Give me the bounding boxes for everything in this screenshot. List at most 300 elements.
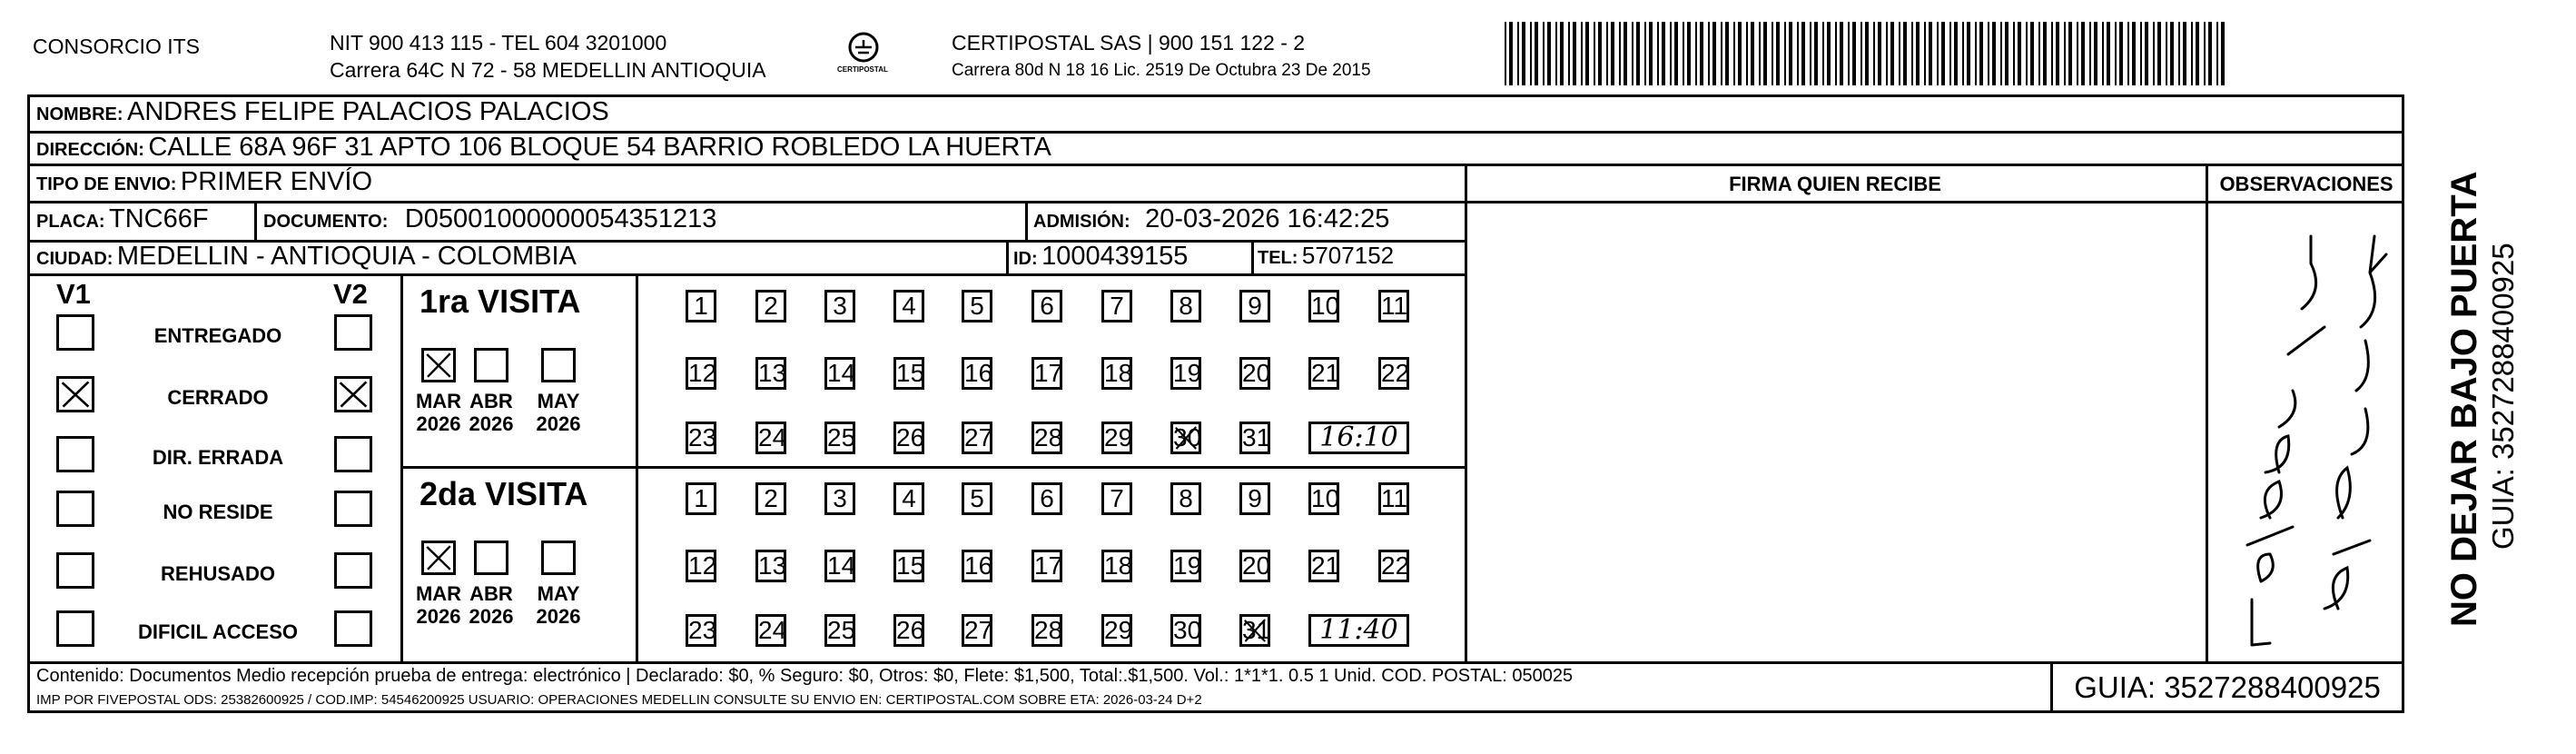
- barcode-bar: [1886, 22, 1888, 85]
- day-box[interactable]: [893, 482, 924, 515]
- no-dejar-bajo-puerta: NO DEJAR BAJO PUERTA: [2444, 171, 2484, 627]
- day-box[interactable]: [1308, 290, 1339, 322]
- barcode-bar: [1522, 22, 1525, 85]
- id-value: 1000439155: [1041, 242, 1189, 271]
- barcode-bar: [1649, 22, 1653, 85]
- day-number: 2: [764, 292, 778, 320]
- barcode-bar: [1954, 22, 1958, 85]
- day-box[interactable]: [893, 357, 924, 390]
- check-x-icon: [337, 379, 370, 410]
- barcode-bar: [1547, 22, 1551, 85]
- day-box[interactable]: [962, 614, 992, 647]
- barcode-bar: [1865, 22, 1869, 85]
- barcode-bar: [1751, 22, 1754, 85]
- admision-row: [1033, 204, 1389, 234]
- day-number: 26: [896, 423, 925, 451]
- barcode-bar: [1509, 22, 1513, 85]
- barcode-bar: [1962, 22, 1964, 85]
- v1-checkbox[interactable]: [56, 552, 94, 589]
- rule: [27, 661, 2404, 664]
- barcode-bar: [1662, 22, 1665, 85]
- rule: [1465, 164, 1467, 661]
- barcode-bar: [2166, 22, 2167, 85]
- barcode-bar: [1988, 22, 1989, 85]
- placa-label: PLACA:: [36, 212, 105, 232]
- day-number: 14: [827, 551, 856, 580]
- day-box[interactable]: [1101, 357, 1132, 390]
- barcode-bar: [1929, 22, 1932, 85]
- barcode-bar: [1975, 22, 1977, 85]
- day-box[interactable]: [1378, 357, 1409, 390]
- day-number: 3: [833, 484, 847, 512]
- barcode-bar: [2216, 22, 2218, 85]
- day-box[interactable]: [1170, 422, 1201, 454]
- day-number: 5: [970, 292, 984, 320]
- barcode-bar: [2140, 22, 2142, 85]
- day-box[interactable]: [1031, 290, 1062, 322]
- barcode-bar: [1890, 22, 1894, 85]
- admision-label: ADMISIÓN:: [1033, 212, 1130, 232]
- day-number: 27: [964, 616, 993, 644]
- firma-label: FIRMA QUIEN RECIBE: [1729, 173, 1941, 195]
- month-name: ABR: [469, 582, 513, 605]
- day-number: 11: [1381, 292, 1408, 320]
- barcode-bar: [1644, 22, 1646, 85]
- barcode-bar: [1827, 22, 1831, 85]
- day-box[interactable]: [755, 482, 786, 515]
- day-number: 10: [1311, 292, 1340, 320]
- day-number: 25: [827, 616, 856, 644]
- day-number: 17: [1034, 359, 1063, 387]
- v2-checkbox[interactable]: [334, 552, 372, 589]
- certipostal-logo: [835, 27, 892, 82]
- v2-checkbox[interactable]: [334, 610, 372, 647]
- day-number: 20: [1242, 551, 1271, 580]
- day-number: 8: [1179, 484, 1193, 512]
- day-number: 17: [1034, 551, 1063, 580]
- day-number: 19: [1173, 359, 1202, 387]
- month-name: MAY: [537, 390, 580, 412]
- month-checkbox[interactable]: [421, 348, 456, 382]
- v1-checkbox[interactable]: [56, 491, 94, 527]
- month-label: [467, 582, 516, 628]
- barcode-bar: [2204, 22, 2206, 85]
- day-number: 28: [1034, 616, 1063, 644]
- barcode-bar: [1860, 22, 1862, 85]
- day-box[interactable]: [1239, 550, 1270, 582]
- day-number: 12: [688, 359, 717, 387]
- rule: [27, 273, 1467, 276]
- check-x-icon: [59, 379, 92, 410]
- documento-label: DOCUMENTO:: [263, 212, 389, 232]
- nombre-label: NOMBRE:: [36, 104, 123, 124]
- day-number: 26: [896, 616, 925, 644]
- barcode-bar: [1505, 22, 1506, 85]
- status-reason-label: REHUSADO: [161, 562, 275, 585]
- day-number: 19: [1173, 551, 1202, 580]
- day-box[interactable]: [1378, 482, 1409, 515]
- day-number: 10: [1311, 484, 1340, 512]
- visit-time-box[interactable]: 16:10: [1308, 422, 1409, 454]
- v2-checkbox[interactable]: [334, 436, 372, 472]
- rule: [1465, 201, 2404, 203]
- barcode-bar: [1789, 22, 1792, 85]
- day-number: 28: [1034, 423, 1063, 451]
- day-box[interactable]: [686, 482, 716, 515]
- barcode-bar: [1801, 22, 1805, 85]
- month-label: [414, 582, 463, 628]
- company-address: Carrera 64C N 72 - 58 MEDELLIN ANTIOQUIA: [330, 58, 766, 82]
- barcode-bar: [2191, 22, 2193, 85]
- day-number: 22: [1381, 551, 1410, 580]
- imp-text: IMP POR FIVEPOSTAL ODS: 25382600925 / COD.IMP: 54546200925 USUARIO: OPERACIONES MEDELLIN CONSULTE SU ENVIO EN: CERTIPOSTAL.COM SOBRE ETA: 2026-03-24 D+2: [36, 692, 1202, 708]
- id-row: [1013, 242, 1188, 272]
- barcode-bar: [2119, 22, 2123, 85]
- placa-row: [36, 204, 209, 234]
- barcode-bar: [1784, 22, 1786, 85]
- barcode-bar: [1738, 22, 1742, 85]
- day-number: 9: [1248, 292, 1262, 320]
- month-year: 2026: [536, 605, 581, 628]
- day-box[interactable]: [686, 290, 716, 322]
- barcode-bar: [1899, 22, 1900, 85]
- barcode-bar: [1619, 22, 1621, 85]
- day-number: 11: [1381, 484, 1408, 512]
- contenido-text: Contenido: Documentos Medio recepción prueba de entrega: electrónico | Declarado: $0, % Seguro: $0, Otros: $0, Flete: $1,500, Total:.$1,500. Vol.: 1*1*1. 0.5 1 Unid. COD. POSTAL: 050025: [36, 666, 1574, 686]
- tel-row: [1258, 242, 1394, 270]
- barcode-bar: [1543, 22, 1545, 85]
- day-number: 18: [1104, 359, 1133, 387]
- direccion-row: [36, 133, 1051, 163]
- barcode-bar: [1611, 22, 1614, 85]
- day-box[interactable]: [893, 550, 924, 582]
- day-box[interactable]: [824, 290, 855, 322]
- day-number: 29: [1104, 423, 1133, 451]
- month-label: [467, 390, 516, 435]
- barcode-bar: [2005, 22, 2008, 85]
- day-number: 21: [1311, 359, 1340, 387]
- day-box[interactable]: [1170, 550, 1201, 582]
- barcode-bar: [2051, 22, 2053, 85]
- barcode-bar: [2081, 22, 2085, 85]
- month-checkbox[interactable]: [541, 541, 576, 575]
- month-checkbox[interactable]: [474, 348, 508, 382]
- rule: [254, 201, 257, 240]
- barcode-bar: [1873, 22, 1875, 85]
- month-name: MAR: [415, 582, 462, 605]
- day-number: 30: [1173, 616, 1202, 644]
- status-reason-label: ENTREGADO: [153, 324, 282, 347]
- day-box[interactable]: [686, 550, 716, 582]
- month-checkbox[interactable]: [541, 348, 576, 382]
- barcode-bar: [1594, 22, 1595, 85]
- barcode-bar: [1695, 22, 1697, 85]
- tel-label: TEL:: [1258, 248, 1298, 268]
- day-box[interactable]: [755, 290, 786, 322]
- barcode-bar: [1759, 22, 1761, 85]
- v1-checkbox[interactable]: [56, 376, 94, 412]
- day-box[interactable]: [893, 290, 924, 322]
- barcode-bar: [1949, 22, 1951, 85]
- month-year: 2026: [469, 412, 514, 435]
- day-number: 5: [970, 484, 984, 512]
- day-box[interactable]: [1170, 290, 1201, 322]
- day-box[interactable]: [1308, 482, 1339, 515]
- day-box[interactable]: [1239, 357, 1270, 390]
- v1-checkbox[interactable]: [56, 610, 94, 647]
- barcode-bar: [1725, 22, 1729, 85]
- placa-value: TNC66F: [109, 204, 209, 233]
- documento-value: D05001000000054351213: [404, 204, 717, 233]
- month-year: 2026: [469, 605, 514, 628]
- day-box[interactable]: [1101, 614, 1132, 647]
- day-number: 15: [896, 359, 925, 387]
- barcode-bar: [2208, 22, 2212, 85]
- ciudad-row: [36, 242, 577, 272]
- barcode-bar: [1852, 22, 1856, 85]
- barcode-bar: [1903, 22, 1907, 85]
- observaciones-label: OBSERVACIONES: [2219, 173, 2393, 195]
- day-box[interactable]: [962, 290, 992, 322]
- day-box[interactable]: [755, 614, 786, 647]
- day-box[interactable]: [962, 550, 992, 582]
- barcode-bar: [1810, 22, 1811, 85]
- day-box[interactable]: [1170, 482, 1201, 515]
- day-box[interactable]: [755, 357, 786, 390]
- check-x-icon: [424, 543, 453, 572]
- day-number: 9: [1248, 484, 1262, 512]
- tipo-row: [36, 167, 372, 197]
- day-number: 16: [964, 359, 993, 387]
- day-number: 3: [833, 292, 847, 320]
- day-box[interactable]: [893, 422, 924, 454]
- barcode-bar: [1835, 22, 1837, 85]
- check-x-icon: [424, 351, 453, 380]
- day-box[interactable]: [1101, 550, 1132, 582]
- rule: [1251, 240, 1254, 273]
- status-reason-label: DIR. ERRADA: [152, 446, 284, 469]
- v2-checkbox[interactable]: [334, 314, 372, 351]
- month-label: [534, 582, 583, 628]
- barcode-bar: [2056, 22, 2059, 85]
- ciudad-value: MEDELLIN - ANTIOQUIA - COLOMBIA: [116, 242, 577, 271]
- day-box[interactable]: [686, 422, 716, 454]
- barcode-bar: [1517, 22, 1519, 85]
- logo-text: CERTIPOSTAL: [837, 65, 888, 74]
- month-name: MAY: [537, 582, 580, 605]
- day-box[interactable]: [686, 614, 716, 647]
- barcode-bar: [1967, 22, 1970, 85]
- day-box[interactable]: [1239, 482, 1270, 515]
- month-year: 2026: [416, 605, 461, 628]
- barcode-bar: [1700, 22, 1703, 85]
- day-number: 2: [764, 484, 778, 512]
- barcode-bar: [2013, 22, 2015, 85]
- barcode-bar: [1568, 22, 1570, 85]
- barcode-bar: [1992, 22, 1996, 85]
- direccion-label: DIRECCIÓN:: [36, 140, 144, 160]
- day-box[interactable]: [1031, 550, 1062, 582]
- barcode-bar: [1674, 22, 1678, 85]
- day-number: 13: [758, 551, 787, 580]
- day-box[interactable]: [824, 422, 855, 454]
- day-number: 18: [1104, 551, 1133, 580]
- rule: [2206, 164, 2208, 661]
- day-box[interactable]: [1101, 422, 1132, 454]
- day-box[interactable]: [1378, 290, 1409, 322]
- tel-value: 5707152: [1301, 242, 1395, 269]
- barcode-bar: [2089, 22, 2091, 85]
- check-x-icon: [1173, 423, 1202, 451]
- barcode-bar: [1979, 22, 1983, 85]
- day-number: 1: [694, 484, 708, 512]
- day-box[interactable]: [1239, 290, 1270, 322]
- barcode-bar: [1916, 22, 1920, 85]
- barcode-bar: [1772, 22, 1773, 85]
- tipo-label: TIPO DE ENVIO:: [36, 174, 177, 194]
- day-box[interactable]: [755, 422, 786, 454]
- barcode-bar: [1776, 22, 1780, 85]
- day-box[interactable]: [962, 482, 992, 515]
- v2-label: V2: [333, 278, 368, 310]
- v2-checkbox[interactable]: [334, 376, 372, 412]
- day-number: 31: [1242, 616, 1271, 644]
- day-box[interactable]: [1308, 357, 1339, 390]
- barcode-bar: [1712, 22, 1716, 85]
- v1-label: V1: [56, 278, 91, 310]
- day-box[interactable]: [962, 357, 992, 390]
- month-checkbox[interactable]: [421, 541, 456, 575]
- day-number: 30: [1173, 423, 1202, 451]
- rule: [1006, 240, 1009, 273]
- day-box[interactable]: [1170, 357, 1201, 390]
- day-box[interactable]: [1031, 482, 1062, 515]
- barcode-bar: [1636, 22, 1640, 85]
- day-box[interactable]: [824, 482, 855, 515]
- day-box[interactable]: [1031, 422, 1062, 454]
- month-year: 2026: [416, 412, 461, 435]
- day-box[interactable]: [824, 614, 855, 647]
- visit-title: 2da VISITA: [419, 475, 588, 512]
- barcode-bar: [2026, 22, 2028, 85]
- month-checkbox[interactable]: [474, 541, 508, 575]
- barcode-bar: [2170, 22, 2174, 85]
- barcode-bar: [2196, 22, 2199, 85]
- barcode-bar: [1632, 22, 1633, 85]
- v1-checkbox[interactable]: [56, 436, 94, 472]
- month-label: [534, 390, 583, 435]
- day-box[interactable]: [962, 422, 992, 454]
- barcode-bar: [1822, 22, 1824, 85]
- barcode-bar: [1937, 22, 1939, 85]
- day-number: 22: [1381, 359, 1410, 387]
- day-number: 14: [827, 359, 856, 387]
- day-box[interactable]: [824, 357, 855, 390]
- barcode-bar: [1606, 22, 1608, 85]
- barcode-bar: [1585, 22, 1589, 85]
- day-number: 4: [902, 292, 916, 320]
- month-label: [414, 390, 463, 435]
- barcode-bar: [2068, 22, 2072, 85]
- day-number: 23: [688, 423, 717, 451]
- rule: [27, 201, 1467, 203]
- barcode-bar: [1878, 22, 1881, 85]
- day-number: 23: [688, 616, 717, 644]
- barcode-bar: [1848, 22, 1850, 85]
- barcode-bar: [2000, 22, 2002, 85]
- barcode-bar: [1670, 22, 1672, 85]
- barcode-bar: [2183, 22, 2186, 85]
- barcode-bar: [1555, 22, 1557, 85]
- barcode-bar: [1560, 22, 1564, 85]
- barcode-bar: [2132, 22, 2136, 85]
- day-box[interactable]: [1031, 614, 1062, 647]
- day-box[interactable]: [824, 550, 855, 582]
- barcode-bar: [1721, 22, 1722, 85]
- day-box[interactable]: [755, 550, 786, 582]
- day-box[interactable]: [1101, 290, 1132, 322]
- id-label: ID:: [1013, 249, 1038, 269]
- barcode-bar: [1840, 22, 1843, 85]
- barcode-bar: [1733, 22, 1735, 85]
- v2-checkbox[interactable]: [334, 491, 372, 527]
- month-year: 2026: [536, 412, 581, 435]
- day-box[interactable]: [1308, 550, 1339, 582]
- barcode-bar: [1941, 22, 1945, 85]
- side-guia: GUIA: 3527288400925: [2486, 243, 2520, 550]
- barcode-bar: [1530, 22, 1532, 85]
- documento-row: [263, 204, 716, 234]
- barcode-bar: [1657, 22, 1659, 85]
- day-number: 31: [1242, 423, 1271, 451]
- day-box[interactable]: [893, 614, 924, 647]
- month-name: ABR: [469, 390, 513, 412]
- rule: [27, 164, 2404, 166]
- barcode-bar: [1683, 22, 1684, 85]
- barcode-bar: [2094, 22, 2097, 85]
- day-box[interactable]: [1378, 550, 1409, 582]
- carrier-name: CERTIPOSTAL SAS | 900 151 122 - 2: [952, 31, 1306, 55]
- nombre-row: [36, 97, 609, 127]
- barcode-bar: [1624, 22, 1627, 85]
- barcode-bar: [2221, 22, 2225, 85]
- day-box[interactable]: [1239, 614, 1270, 647]
- day-box[interactable]: [1239, 422, 1270, 454]
- day-box[interactable]: [1031, 357, 1062, 390]
- barcode-bar: [1763, 22, 1767, 85]
- barcode-bar: [2107, 22, 2110, 85]
- barcode-bar: [1797, 22, 1799, 85]
- day-box[interactable]: [686, 357, 716, 390]
- carrier-address: Carrera 80d N 18 16 Lic. 2519 De Octubra 23 De 2015: [952, 61, 1371, 80]
- day-box[interactable]: [1170, 614, 1201, 647]
- barcode-bar: [1687, 22, 1691, 85]
- barcode-bar: [2102, 22, 2104, 85]
- direccion-value: CALLE 68A 96F 31 APTO 106 BLOQUE 54 BARRIO ROBLEDO LA HUERTA: [148, 133, 1051, 162]
- day-number: 7: [1110, 292, 1124, 320]
- barcode-bar: [2077, 22, 2078, 85]
- barcode-bar: [2115, 22, 2117, 85]
- status-reason-label: DIFICIL ACCESO: [137, 620, 298, 643]
- visit-time-box[interactable]: 11:40: [1308, 614, 1409, 647]
- day-number: 25: [827, 423, 856, 451]
- barcode-bar: [2064, 22, 2066, 85]
- barcode-bar: [1746, 22, 1748, 85]
- status-reason-label: NO RESIDE: [163, 501, 273, 523]
- v1-checkbox[interactable]: [56, 314, 94, 351]
- day-number: 7: [1110, 484, 1124, 512]
- day-box[interactable]: [1101, 482, 1132, 515]
